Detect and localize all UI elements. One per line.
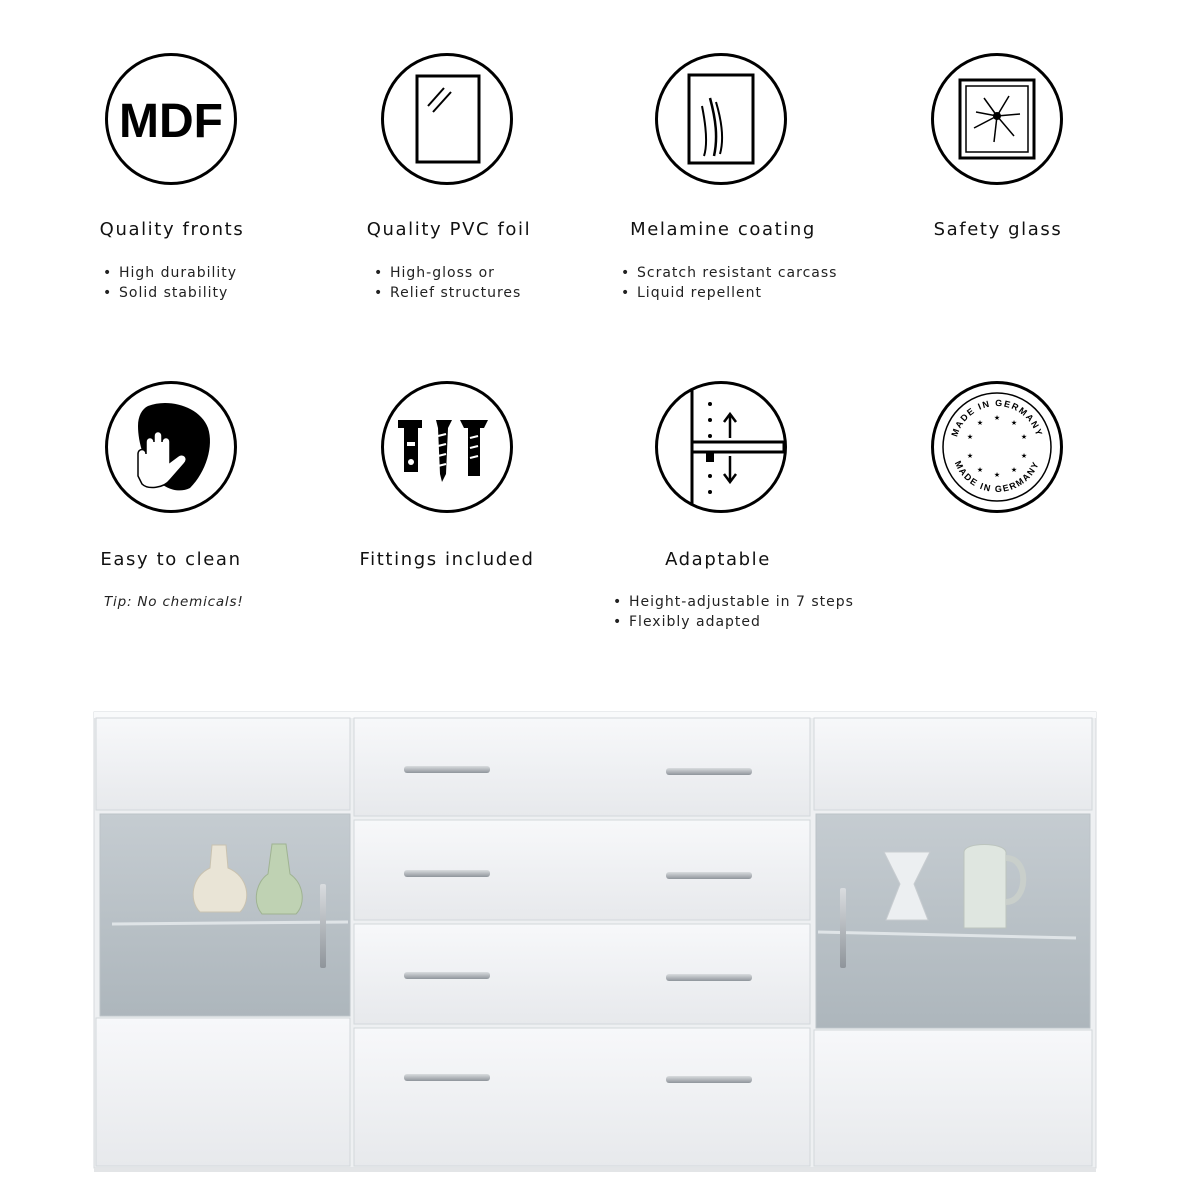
bullet-item: • High durability — [103, 263, 237, 283]
feature-title-safety-glass: Safety glass — [933, 219, 1063, 240]
svg-text:★: ★ — [976, 466, 984, 474]
svg-text:★: ★ — [966, 452, 974, 460]
svg-text:★: ★ — [1010, 419, 1018, 427]
bullet-list-quality-pvc-foil — [374, 263, 521, 303]
scratch-panel-icon — [655, 53, 787, 185]
svg-text:★: ★ — [1020, 433, 1028, 441]
feature-title-quality-pvc-foil: Quality PVC foil — [366, 219, 532, 240]
bullet-item: • Scratch resistant carcass — [621, 263, 837, 283]
adjustable-shelf-icon — [655, 381, 787, 513]
feature-title-easy-to-clean: Easy to clean — [100, 549, 242, 570]
bullet-item: • Height-adjustable in 7 steps — [613, 592, 854, 612]
white-sideboard-photo — [0, 700, 1200, 1200]
svg-text:★: ★ — [1010, 466, 1018, 474]
bullet-item: • High-gloss or — [374, 263, 521, 283]
mdf-icon-label: MDF — [119, 95, 223, 148]
cleaning-hand-icon — [105, 381, 237, 513]
made-in-germany-seal-icon — [931, 381, 1063, 513]
cleaning-tip: Tip: No chemicals! — [104, 594, 244, 610]
svg-text:★: ★ — [1020, 452, 1028, 460]
mdf-icon — [105, 53, 237, 185]
bullet-item: • Relief structures — [374, 283, 521, 303]
bullet-list-melamine-coating — [621, 263, 837, 303]
fittings-icon — [381, 381, 513, 513]
cracked-glass-icon — [931, 53, 1063, 185]
svg-text:★: ★ — [976, 419, 984, 427]
bullet-list-adaptable — [613, 592, 854, 632]
svg-text:MADE IN GERMANY: MADE IN GERMANY — [949, 397, 1045, 438]
svg-text:★: ★ — [993, 414, 1001, 422]
bullet-list-quality-fronts — [103, 263, 237, 303]
glossy-panel-icon — [381, 53, 513, 185]
svg-text:MADE IN GERMANY: MADE IN GERMANY — [952, 459, 1042, 495]
svg-text:★: ★ — [993, 471, 1001, 479]
feature-title-adaptable: Adaptable — [665, 549, 771, 570]
svg-text:★: ★ — [966, 433, 974, 441]
bullet-item: • Flexibly adapted — [613, 612, 854, 632]
feature-title-fittings-included: Fittings included — [359, 549, 535, 570]
bullet-item: • Solid stability — [103, 283, 237, 303]
bullet-item: • Liquid repellent — [621, 283, 837, 303]
feature-title-quality-fronts: Quality fronts — [99, 219, 245, 240]
feature-title-melamine-coating: Melamine coating — [630, 219, 816, 240]
